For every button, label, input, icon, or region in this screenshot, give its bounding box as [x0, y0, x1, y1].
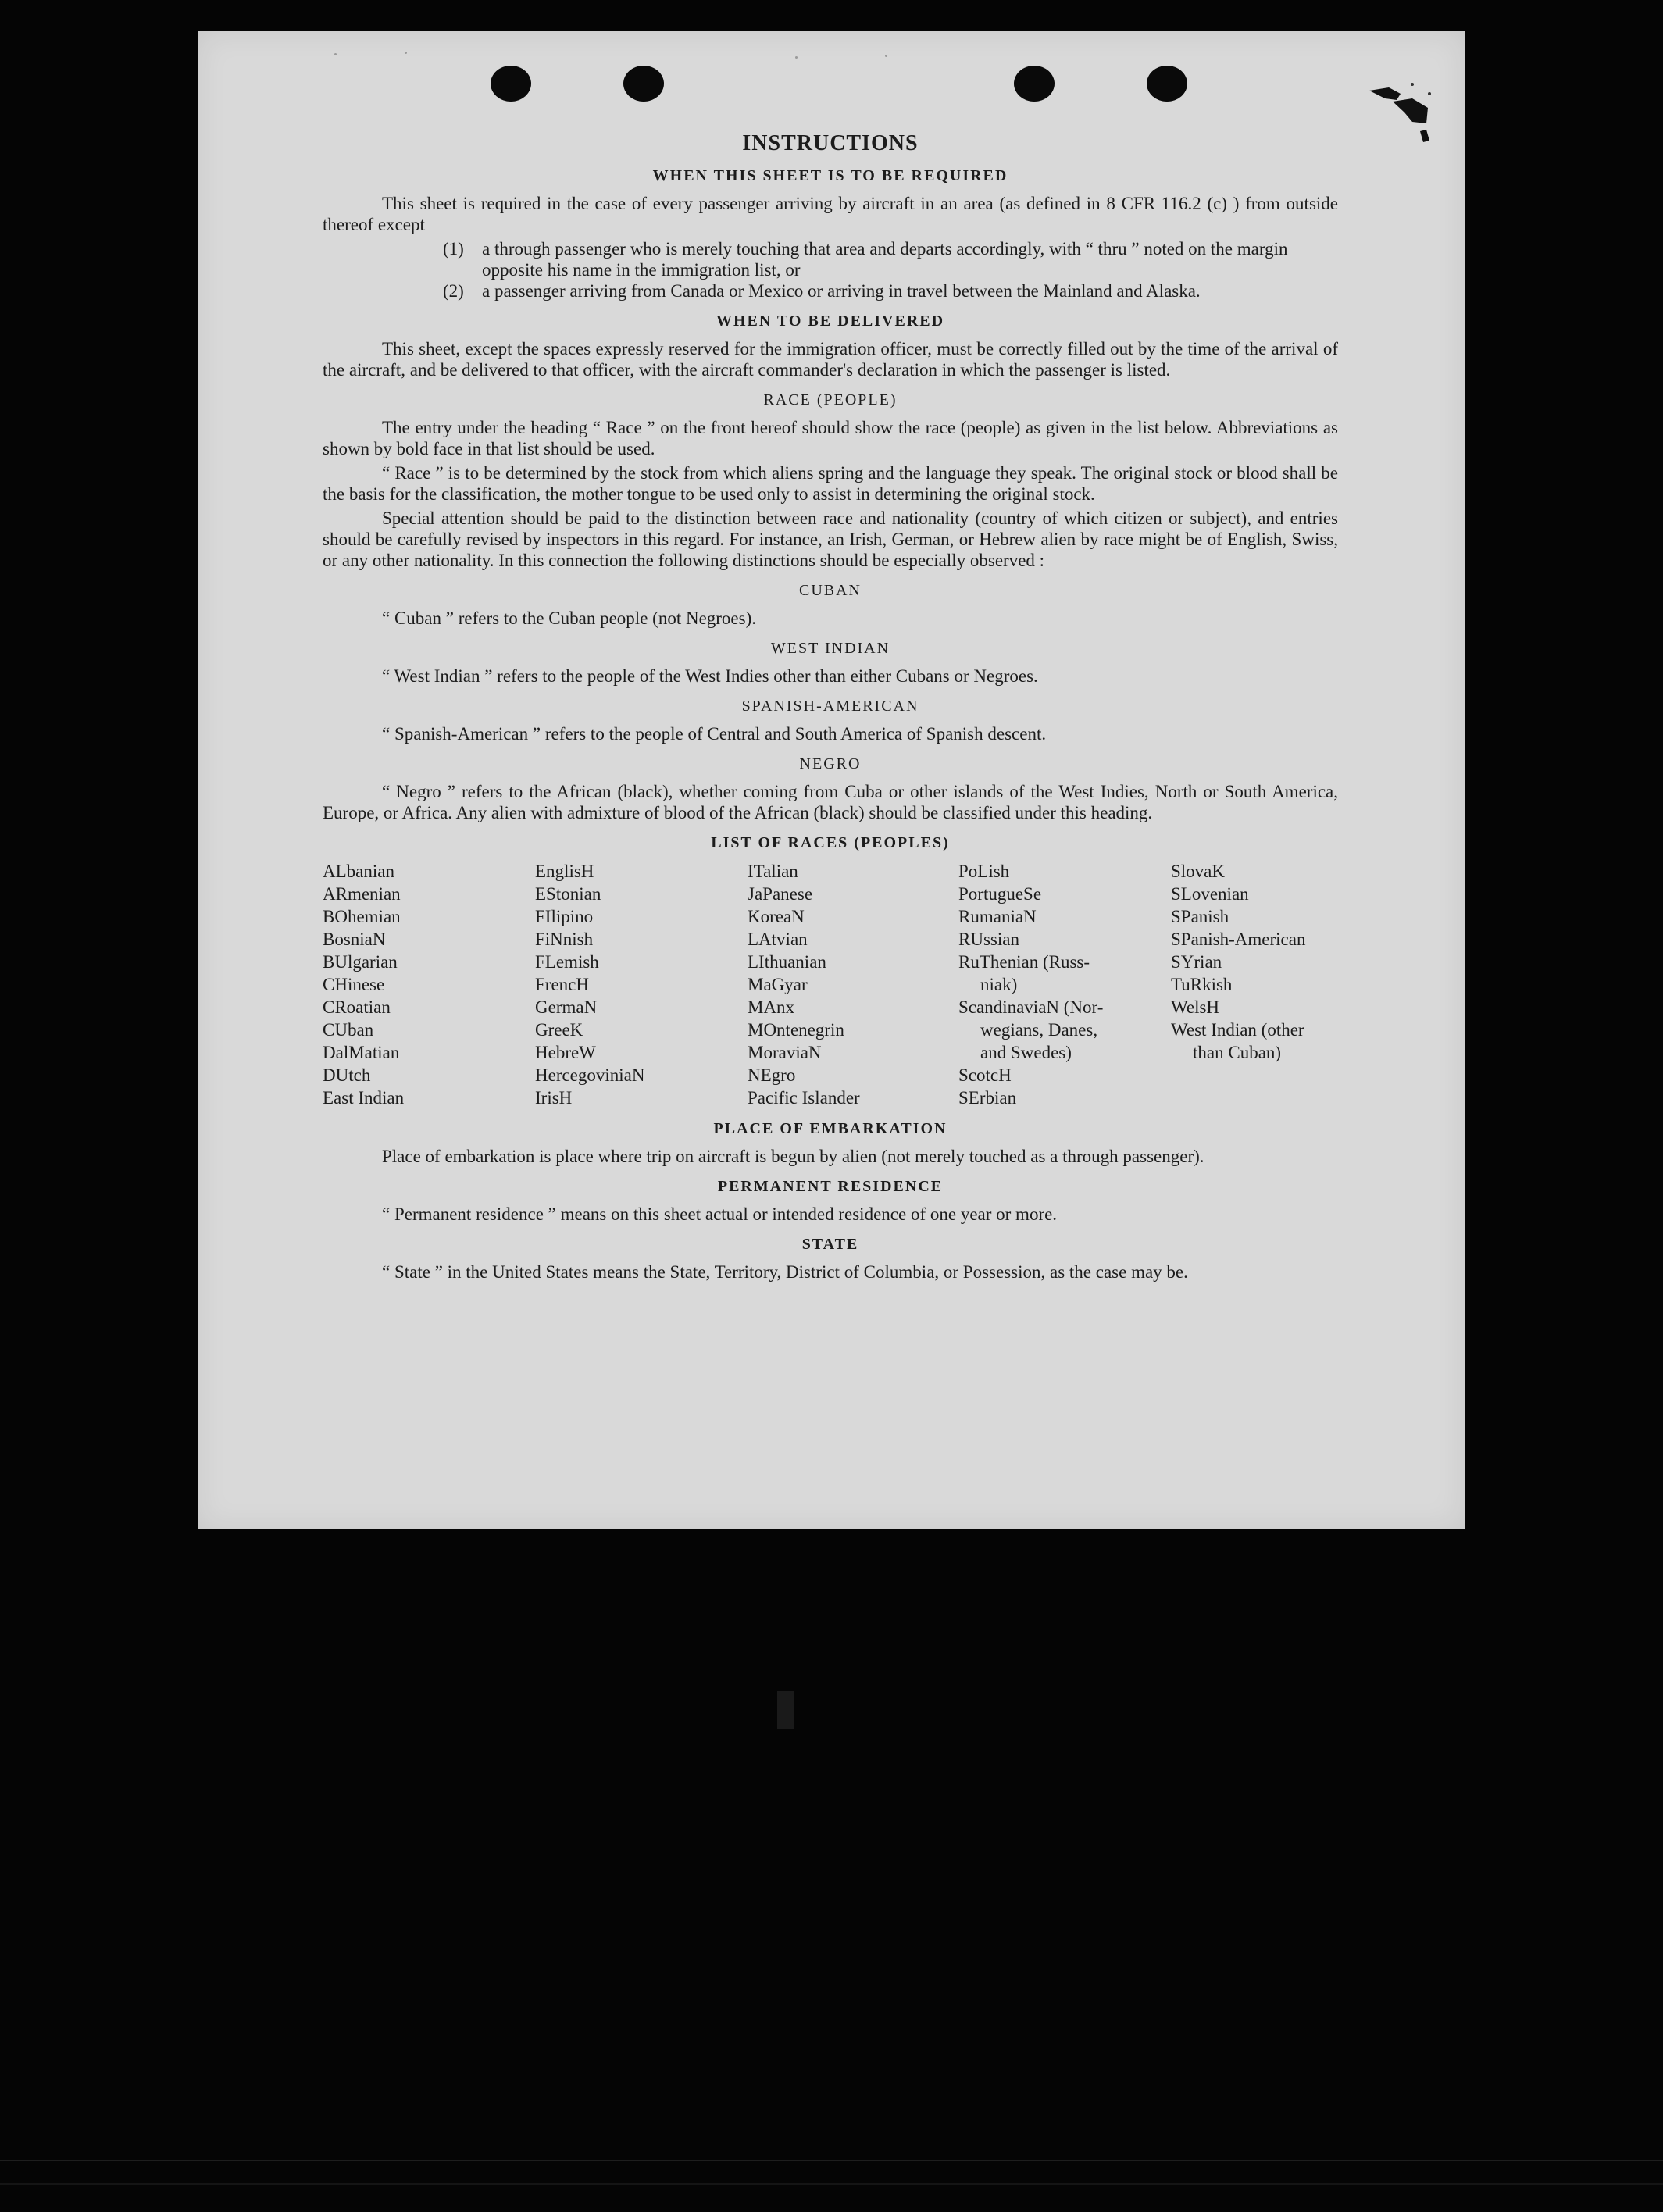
race-entry: East Indian — [323, 1088, 405, 1108]
race-entry: EnglisH — [535, 862, 594, 881]
section-heading-state: STATE — [801, 1236, 859, 1253]
race-entry: WelsH — [1171, 997, 1220, 1017]
section-heading-negro: NEGRO — [799, 755, 862, 772]
race-entry: DalMatian — [323, 1043, 400, 1062]
race-entry: ARmenian — [323, 884, 401, 904]
race-entry: MAnx — [748, 997, 795, 1017]
race-entry: SPanish — [1171, 907, 1229, 926]
race-entry: GermaN — [535, 997, 598, 1017]
section-heading-residence: PERMANENT RESIDENCE — [717, 1178, 944, 1195]
paragraph: “ Cuban ” refers to the Cuban people (not Negroes). — [382, 608, 757, 628]
punch-hole — [1147, 66, 1187, 102]
paragraph: “ Spanish-American ” refers to the people of Central and South America of Spanish descent. — [382, 724, 1047, 744]
race-entry: HebreW — [535, 1043, 596, 1062]
race-entry: FIlipino — [535, 907, 594, 926]
scan-line — [0, 2160, 1663, 2161]
race-entry: GreeK — [535, 1020, 583, 1040]
race-entry: BosniaN — [323, 929, 386, 949]
race-entry: ScandinaviaN (Nor- — [958, 997, 1104, 1017]
race-entry: SLovenian — [1171, 884, 1249, 904]
races-list — [323, 860, 1338, 1109]
race-entry: IrisH — [535, 1088, 573, 1108]
list-item-text: a through passenger who is merely touching that area and departs accordingly, with “ thru ” noted on the margin opposite his name in the immigration list, or — [482, 239, 1288, 280]
section-heading-when-required: WHEN THIS SHEET IS TO BE REQUIRED — [652, 167, 1008, 184]
race-entry: PortugueSe — [958, 884, 1042, 904]
race-entry-continued: and Swedes) — [980, 1043, 1072, 1062]
paragraph: “ Permanent residence ” means on this sheet actual or intended residence of one year or more. — [382, 1204, 1058, 1224]
race-entry: West Indian (other — [1171, 1020, 1304, 1040]
race-entry: FrencH — [535, 975, 589, 994]
race-entry: RUssian — [958, 929, 1019, 949]
section-heading-west-indian: WEST INDIAN — [770, 640, 890, 657]
race-entry: FLemish — [535, 952, 599, 972]
speck — [334, 53, 337, 55]
punch-hole — [623, 66, 664, 102]
paragraph: “ West Indian ” refers to the people of the West Indies other than either Cubans or Negroes. — [382, 666, 1038, 686]
races-column — [958, 860, 1171, 1109]
race-entry: ITalian — [748, 862, 798, 881]
paragraph: Special attention should be paid to the distinction between race and nationality (country of which citizen or subject), and entries should be carefully revised by inspectors in this regard. For instance, an Irish, German, or Hebrew alien by race might be of English, Swiss, or any other nationality. In this connection the following distinctions should be especially observed : — [323, 508, 1338, 570]
race-entry: PoLish — [958, 862, 1010, 881]
paragraph: “ State ” in the United States means the State, Territory, District of Columbia, or Possession, as the case may be. — [382, 1262, 1188, 1282]
section-heading-spanish-american: SPANISH-AMERICAN — [741, 697, 919, 715]
list-number: (2) — [443, 281, 464, 301]
punch-hole — [491, 66, 531, 102]
section-heading-when-delivered: WHEN TO BE DELIVERED — [716, 312, 945, 330]
speck — [795, 56, 798, 59]
race-entry: SlovaK — [1171, 862, 1225, 881]
list-item — [443, 280, 1338, 301]
list-number: (1) — [443, 239, 464, 259]
section-heading-list-of-races: LIST OF RACES (PEOPLES) — [711, 834, 950, 851]
race-entry: ALbanian — [323, 862, 394, 881]
race-entry: LAtvian — [748, 929, 808, 949]
race-entry: KoreaN — [748, 907, 805, 926]
race-entry: JaPanese — [748, 884, 813, 904]
paragraph: “ Negro ” refers to the African (black), whether coming from Cuba or other islands of the West Indies, North or South America, Europe, or Africa. Any alien with admixture of blood of the African (black) should be classified under this heading. — [323, 782, 1338, 822]
race-entry: CUban — [323, 1020, 374, 1040]
race-entry: CRoatian — [323, 997, 391, 1017]
race-entry: CHinese — [323, 975, 385, 994]
race-entry: RumaniaN — [958, 907, 1037, 926]
paragraph: “ Race ” is to be determined by the stock from which aliens spring and the language they speak. The original stock or blood shall be the basis for the classification, the mother tongue to be used only to assist in determining the original stock. — [323, 463, 1338, 504]
race-entry-continued: wegians, Danes, — [980, 1020, 1098, 1040]
speck — [405, 52, 407, 54]
paragraph: This sheet is required in the case of every passenger arriving by aircraft in an area (as defined in 8 CFR 116.2 (c) ) from outside thereof except — [323, 194, 1338, 234]
race-entry-continued: than Cuban) — [1193, 1043, 1282, 1062]
race-entry: BOhemian — [323, 907, 401, 926]
race-entry: MoraviaN — [748, 1043, 822, 1062]
torn-corner-damage — [1334, 53, 1451, 155]
race-entry: HercegoviniaN — [535, 1065, 645, 1085]
paragraph: The entry under the heading “ Race ” on the front hereof should show the race (people) as given in the list below. Abbreviations as shown by bold face in that list should be used. — [323, 418, 1338, 458]
list-item-text: a passenger arriving from Canada or Mexico or arriving in travel between the Mainland and Alaska. — [482, 281, 1201, 301]
punch-hole — [1014, 66, 1055, 102]
paragraph: This sheet, except the spaces expressly reserved for the immigration officer, must be correctly filled out by the time of the arrival of the aircraft, and be delivered to that officer, with the aircraft commander's declaration in which the passenger is listed. — [323, 339, 1338, 380]
section-heading-race: RACE (PEOPLE) — [763, 391, 898, 409]
races-column — [1171, 860, 1358, 1109]
race-entry: Pacific Islander — [748, 1088, 860, 1108]
race-entry: TuRkish — [1171, 975, 1233, 994]
race-entry-continued: niak) — [980, 975, 1018, 994]
list-item — [443, 238, 1338, 280]
race-entry: NEgro — [748, 1065, 796, 1085]
page-title: INSTRUCTIONS — [742, 131, 919, 155]
race-entry: EStonian — [535, 884, 601, 904]
race-entry: BUlgarian — [323, 952, 398, 972]
race-entry: MOntenegrin — [748, 1020, 844, 1040]
section-heading-cuban: CUBAN — [798, 582, 862, 599]
races-column — [535, 860, 748, 1109]
paragraph: Place of embarkation is place where trip on aircraft is begun by alien (not merely touched as a through passenger). — [382, 1147, 1204, 1166]
instructions-content — [323, 131, 1338, 1286]
races-column — [323, 860, 535, 1109]
race-entry: MaGyar — [748, 975, 808, 994]
race-entry: SYrian — [1171, 952, 1222, 972]
race-entry: RuThenian (Russ- — [958, 952, 1090, 972]
section-heading-embarkation: PLACE OF EMBARKATION — [713, 1120, 947, 1137]
scan-line — [0, 2183, 1663, 2185]
document-page — [198, 31, 1465, 1529]
race-entry: DUtch — [323, 1065, 371, 1085]
race-entry: SPanish-American — [1171, 929, 1306, 949]
race-entry: SErbian — [958, 1088, 1017, 1108]
race-entry: FiNnish — [535, 929, 594, 949]
race-entry: LIthuanian — [748, 952, 826, 972]
scan-artifact — [777, 1691, 794, 1729]
races-column — [748, 860, 958, 1109]
race-entry: ScotcH — [958, 1065, 1012, 1085]
speck — [885, 55, 887, 57]
